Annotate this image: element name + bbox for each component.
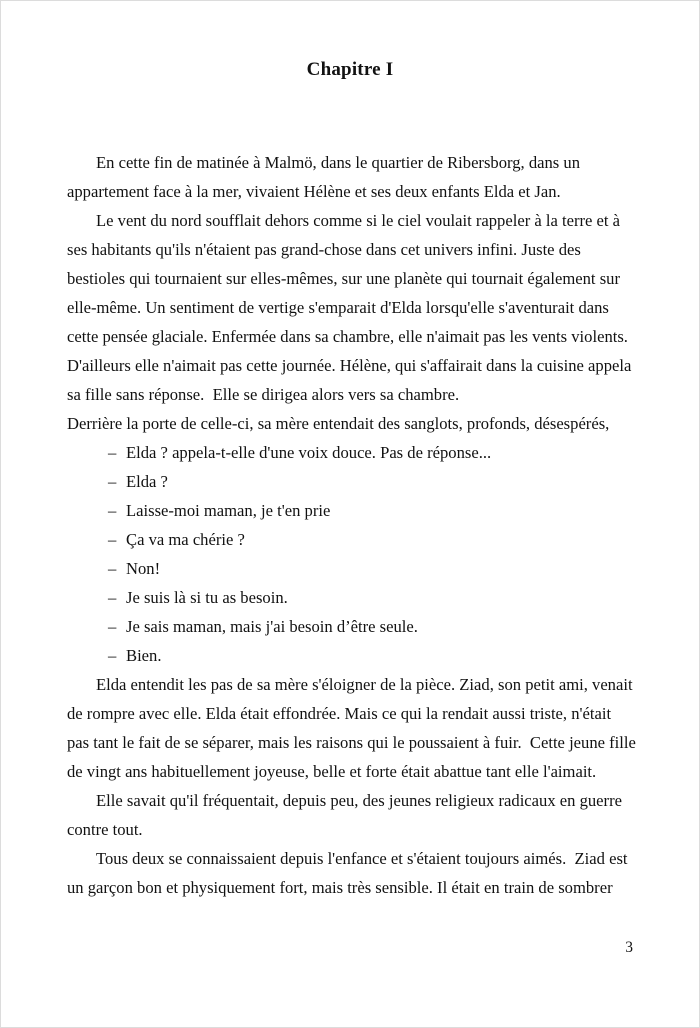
dialogue-text: Non! [126,559,161,578]
dialogue-text: Ça va ma chérie ? [126,530,245,549]
dialogue-text: Elda ? appela-t-elle d'une voix douce. Pas de réponse... [126,443,492,462]
paragraph: En cette fin de matinée à Malmö, dans le quartier de Ribersborg, dans un appartement face à la mer, vivaient Hélène et ses deux enfants Elda et Jan. [67,153,585,201]
page-number: 3 [625,939,633,956]
dialogue-text: Je sais maman, mais j'ai besoin d’être seule. [126,617,418,636]
dialogue-text: Elda ? [126,472,168,491]
dialogue-text: Je suis là si tu as besoin. [126,588,288,607]
paragraph: Elda entendit les pas de sa mère s'éloigner de la pièce. Ziad, son petit ami, venait de rompre avec elle. Elda était effondrée. Mais ce qui la rendait aussi triste, n'était pas tant le fait de se séparer, mais les raisons qui le poussaient à fuir. Cette jeune fille de vingt ans habituellement joyeuse, belle et forte était abattue tant elle l'aimait. [67,675,641,781]
dialogue-dash: – [108,559,117,578]
dialogue-line [67,467,637,496]
paragraph: Le vent du nord soufflait dehors comme si le ciel voulait rappeler à la terre et à ses habitants qu'ils n'étaient pas grand-chose dans cet univers infini. Juste des bestioles qui tournaient sur elles-mêmes, sur une planète qui tournait également sur elle-même. Un sentiment de vertige s'emparait d'Elda lorsqu'elle s'aventurait dans cette pensée glaciale. Enfermée dans sa chambre, elle n'aimait pas les vents violents. D'ailleurs elle n'aimait pas cette journée. Hélène, qui s'affairait dans la cuisine appela sa fille sans réponse. Elle se dirigea alors vers sa chambre. [67,211,636,404]
paragraph: Tous deux se connaissaient depuis l'enfance et s'étaient toujours aimés. Ziad est un garçon bon et physiquement fort, mais très sensible. Il était en train de sombrer [67,849,632,897]
dialogue-line [67,496,637,525]
dialogue-dash: – [108,501,117,520]
dialogue-dash: – [108,617,117,636]
paragraph: Derrière la porte de celle-ci, sa mère entendait des sanglots, profonds, désespérés, [67,414,610,433]
dialogue-text: Bien. [126,646,162,665]
dialogue-dash: – [108,646,117,665]
dialogue-line [67,641,637,670]
dialogue-line [67,612,637,641]
dialogue-line [67,583,637,612]
page-body [67,148,641,902]
dialogue-line [67,525,637,554]
dialogue-dash: – [108,588,117,607]
dialogue-dash: – [108,472,117,491]
chapter-title: Chapitre I [306,59,394,80]
paragraph: Elle savait qu'il fréquentait, depuis peu, des jeunes religieux radicaux en guerre contre tout. [67,791,627,839]
dialogue-line [67,438,637,467]
dialogue-dash: – [108,530,117,549]
dialogue-dash: – [108,443,117,462]
dialogue-line [67,554,637,583]
dialogue-text: Laisse-moi maman, je t'en prie [126,501,331,520]
